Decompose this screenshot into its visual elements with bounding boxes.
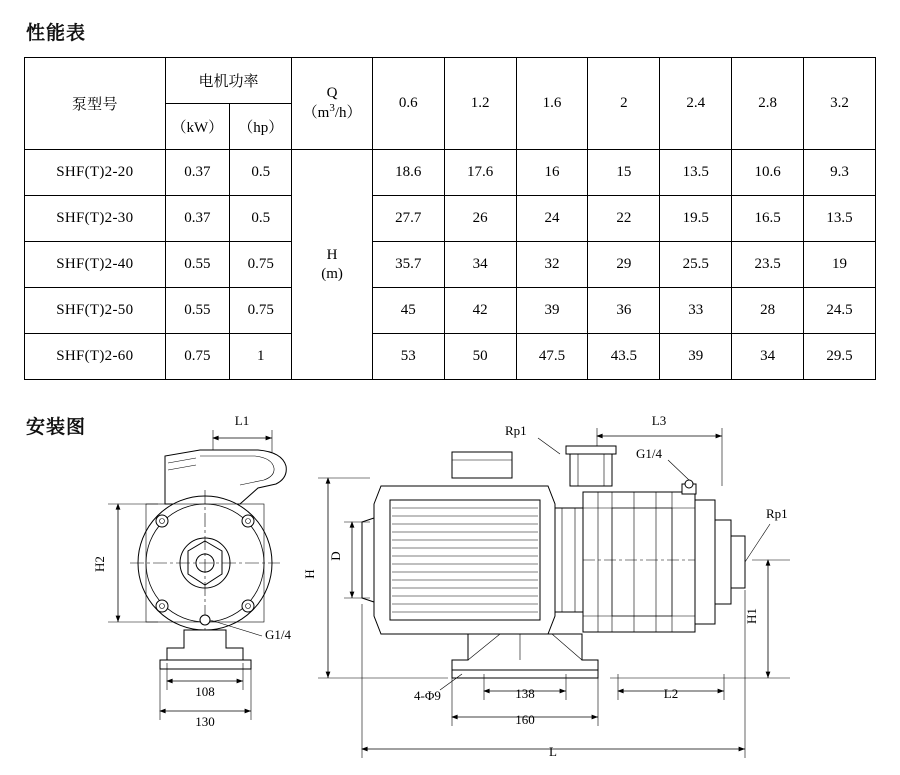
cell-head-4-2: 47.5 (516, 334, 588, 380)
header-kw: （kW） (165, 104, 229, 150)
cell-head-0-5: 10.6 (732, 150, 804, 196)
cell-head-2-3: 29 (588, 242, 660, 288)
cell-hp-1: 0.5 (230, 196, 292, 242)
cell-kw-1: 0.37 (165, 196, 229, 242)
cell-head-2-1: 34 (444, 242, 516, 288)
label-l3: L3 (651, 413, 667, 428)
performance-table (24, 57, 876, 380)
table-row (25, 196, 876, 242)
cell-head-3-3: 36 (588, 288, 660, 334)
header-flow-0: 0.6 (372, 58, 444, 150)
label-rp1-right: Rp1 (766, 506, 788, 521)
header-hp: （hp） (230, 104, 292, 150)
performance-table-container (24, 57, 876, 380)
header-flow-4: 2.4 (660, 58, 732, 150)
header-flow-3: 2 (588, 58, 660, 150)
cell-kw-0: 0.37 (165, 150, 229, 196)
header-flow-1: 1.2 (444, 58, 516, 150)
cell-head-3-4: 33 (660, 288, 732, 334)
cell-head-4-5: 34 (732, 334, 804, 380)
dim-160: 160 (515, 712, 535, 727)
header-head (292, 150, 372, 380)
table-row (25, 334, 876, 380)
label-l1: L1 (234, 413, 250, 428)
cell-head-1-1: 26 (444, 196, 516, 242)
header-flow-6: 3.2 (804, 58, 876, 150)
cell-head-3-0: 45 (372, 288, 444, 334)
label-holes: 4-Φ9 (414, 688, 441, 703)
label-l2: L2 (663, 686, 679, 701)
header-head-symbol: H (326, 246, 338, 263)
cell-head-1-5: 16.5 (732, 196, 804, 242)
installation-drawing (0, 408, 900, 775)
performance-table-title: 性能表 (26, 23, 87, 44)
cell-head-3-1: 42 (444, 288, 516, 334)
cell-head-0-2: 16 (516, 150, 588, 196)
cell-head-2-2: 32 (516, 242, 588, 288)
cell-head-0-4: 13.5 (660, 150, 732, 196)
cell-kw-4: 0.75 (165, 334, 229, 380)
cell-model-3: SHF(T)2-50 (25, 288, 166, 334)
table-row (25, 242, 876, 288)
table-header-row-main (25, 58, 876, 104)
cell-head-4-6: 29.5 (804, 334, 876, 380)
cell-hp-3: 0.75 (230, 288, 292, 334)
header-flow-unit: $(m^3/h)$ (302, 102, 362, 121)
header-flow-5: 2.8 (732, 58, 804, 150)
dim-130: 130 (195, 714, 215, 729)
dim-138: 138 (515, 686, 535, 701)
label-h: H (302, 569, 317, 579)
cell-head-4-4: 39 (660, 334, 732, 380)
header-motor-power: 电机功率 (165, 58, 292, 104)
cell-model-0: SHF(T)2-20 (25, 150, 166, 196)
label-g14-front: G1/4 (265, 627, 291, 642)
cell-head-4-3: 43.5 (588, 334, 660, 380)
header-flow-2: 1.6 (516, 58, 588, 150)
cell-head-3-5: 28 (732, 288, 804, 334)
cell-head-1-0: 27.7 (372, 196, 444, 242)
cell-head-0-1: 17.6 (444, 150, 516, 196)
cell-head-3-6: 24.5 (804, 288, 876, 334)
cell-head-0-3: 15 (588, 150, 660, 196)
cell-head-4-1: 50 (444, 334, 516, 380)
side-view (302, 413, 790, 759)
cell-model-1: SHF(T)2-30 (25, 196, 166, 242)
cell-head-3-2: 39 (516, 288, 588, 334)
cell-model-4: SHF(T)2-60 (25, 334, 166, 380)
cell-hp-2: 0.75 (230, 242, 292, 288)
cell-kw-2: 0.55 (165, 242, 229, 288)
cell-head-1-6: 13.5 (804, 196, 876, 242)
cell-head-1-3: 22 (588, 196, 660, 242)
cell-model-2: SHF(T)2-40 (25, 242, 166, 288)
cell-head-2-0: 35.7 (372, 242, 444, 288)
label-h2: H2 (92, 556, 107, 572)
header-head-unit: (m) (321, 265, 343, 282)
label-g14-side: G1/4 (636, 446, 662, 461)
label-rp1-top: Rp1 (505, 423, 527, 438)
header-flow (292, 58, 372, 150)
label-d: D (328, 551, 343, 561)
header-flow-symbol: Q (326, 84, 338, 101)
header-model: 泵型号 (25, 58, 166, 150)
cell-head-1-4: 19.5 (660, 196, 732, 242)
label-l: L (549, 744, 557, 759)
label-h1: H1 (744, 608, 759, 624)
dim-108: 108 (195, 684, 215, 699)
table-row (25, 288, 876, 334)
cell-head-0-0: 18.6 (372, 150, 444, 196)
cell-hp-4: 1 (230, 334, 292, 380)
cell-head-2-4: 25.5 (660, 242, 732, 288)
cell-head-2-6: 19 (804, 242, 876, 288)
table-row (25, 150, 876, 196)
cell-head-1-2: 24 (516, 196, 588, 242)
cell-kw-3: 0.55 (165, 288, 229, 334)
cell-hp-0: 0.5 (230, 150, 292, 196)
cell-head-2-5: 23.5 (732, 242, 804, 288)
cell-head-0-6: 9.3 (804, 150, 876, 196)
cell-head-4-0: 53 (372, 334, 444, 380)
front-view (92, 413, 292, 729)
installation-drawing-title: 安装图 (26, 417, 87, 438)
